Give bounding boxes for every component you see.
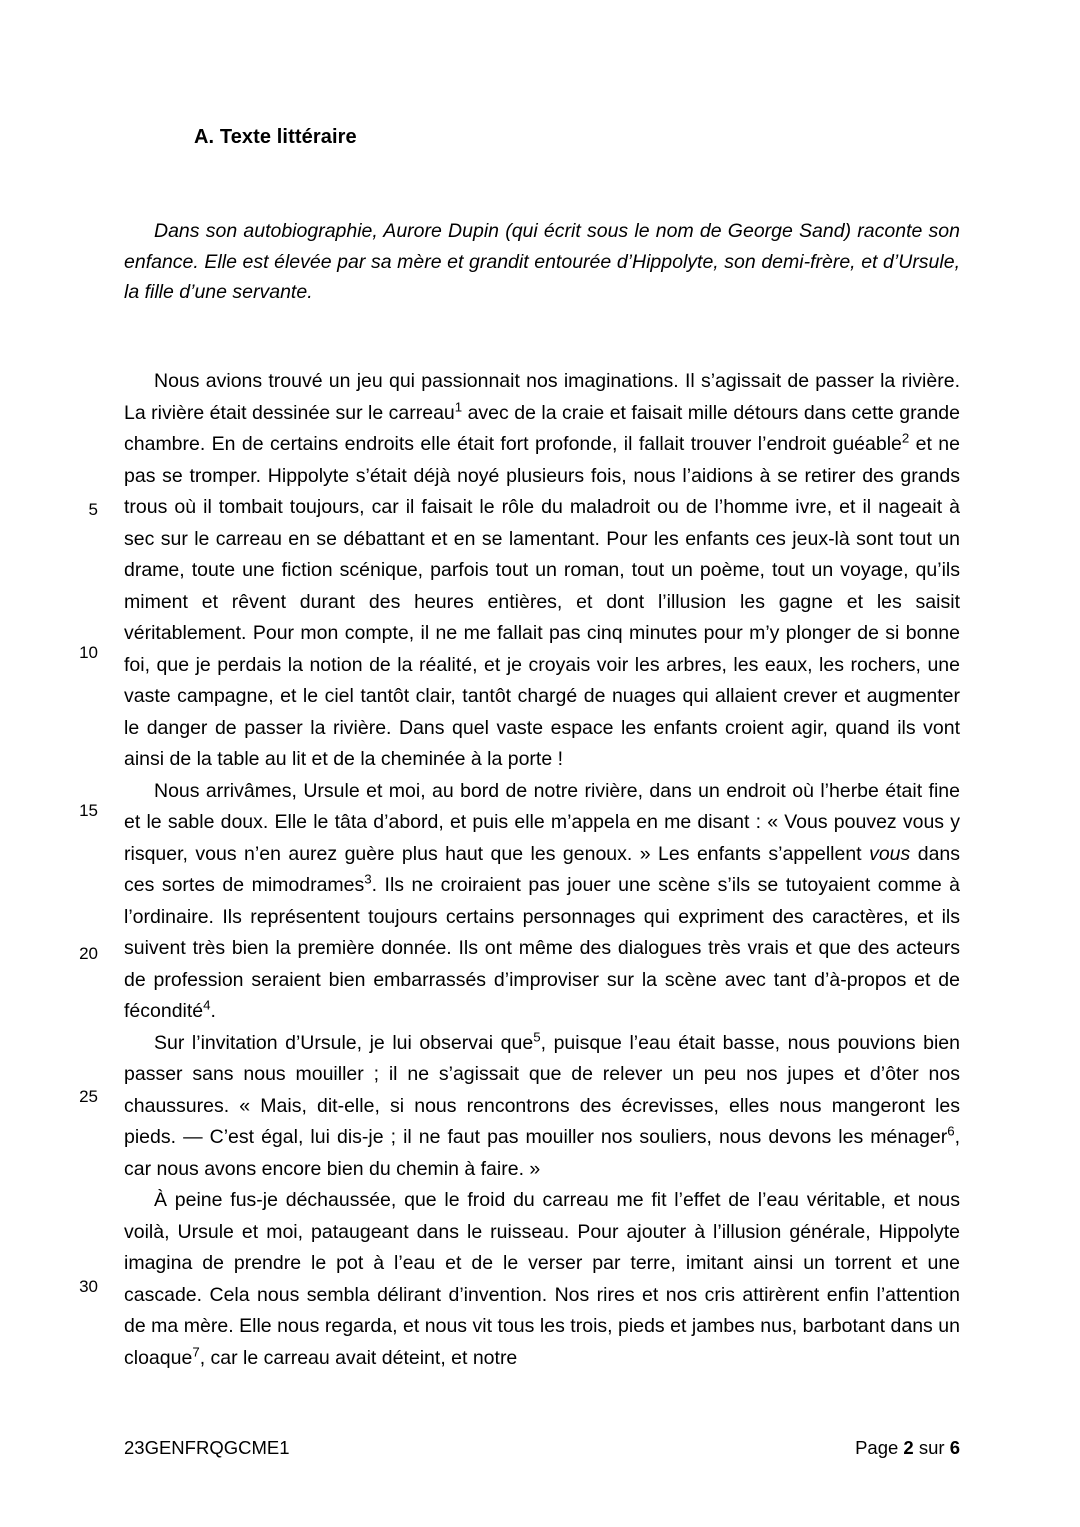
footer-page-prefix: Page: [855, 1437, 904, 1458]
footer-page-current: 2: [903, 1437, 914, 1458]
footer-page-indicator: [855, 1437, 960, 1459]
footnote-marker: 2: [901, 430, 910, 446]
line-number: 15: [79, 801, 98, 820]
footnote-marker: 4: [203, 997, 211, 1013]
footnote-marker: 5: [533, 1029, 541, 1044]
text-paragraph: Nous arrivâmes, Ursule et moi, au bord de notre rivière, dans un endroit où l’herbe était fine et le sable doux. Elle le tâta d’abord, et puis elle m’appela en me disant : « Vous pouvez vous y risquer, vous n’en aurez guère plus haut que les genoux. » Les enfants s’appellent vous dans ces sortes de mimodrames$^3$. Ils ne croiraient pas jouer une scène s’ils se tutoyaient comme à l’ordinaire. Ils représentent toujours certains personnages qui expriment des caractères, et ils suivent très bien la première donnée. Ils ont même des dialogues très vrais et que des acteurs de profession seraient bien embarrassés d’improviser sur la scène avec tant d’à-propos et de fécondité$^4$.: [124, 779, 961, 1022]
footnote-marker: 3: [364, 871, 372, 887]
text-paragraph: Nous avions trouvé un jeu qui passionnait nos imaginations. Il s’agissait de passer la rivière. La rivière était dessinée sur le carreau$^1$ avec de la craie et faisait mille détours dans cette grande chambre. En de certains endroits elle était fort profonde, il fallait trouver l’endroit guéable$^2$ et ne pas se tromper. Hippolyte s’était déjà noyé plusieurs fois, nous l’aidions à se retirer des grands trous où il tombait toujours, car il faisait le rôle du maladroit ou de l’homme ivre, et il nageait à sec sur le carreau en se débattant et en se lamentant. Pour les enfants ces jeux-là sont tout un drame, toute une fiction scénique, parfois tout un roman, tout un poème, tout un voyage, qu’ils miment et rêvent durant des heures entières, et dont l’illusion les gagne et les saisit véritablement. Pour mon compte, il ne me fallait pas cinq minutes pour m’y plonger de si bonne foi, que je perdais la notion de la réalité, et je croyais voir les arbres, les eaux, les rochers, une vaste campagne, et le ciel tantôt clair, tantôt chargé de nuages qui allaient crever et augmenter le danger de passer la rivière. Dans quel vaste espace les enfants croient agir, quand ils vont ainsi de la table au lit et de la cheminée à la porte !: [124, 370, 960, 770]
footer-page-total: 6: [949, 1437, 960, 1458]
emphasised-word: vous: [869, 842, 911, 865]
page-footer: [124, 1437, 960, 1459]
text-paragraph: À peine fus-je déchaussée, que le froid du carreau me fit l’effet de l’eau véritable, et nous voilà, Ursule et moi, pataugeant dans le ruisseau. Pour ajouter à l’illusion générale, Hippolyte imagina de prendre le pot à l’eau et de le verser par terre, imitant ainsi un torrent et une cascade. Cela nous sembla délirant d’invention. Nos rires et nos cris attirèrent enfin l’attention de ma mère. Elle nous regarda, et nous vit tous les trois, pieds et jambes nus, barbotant dans un cloaque$^7$, car le carreau avait déteint, et notre: [124, 1189, 960, 1369]
line-number: 20: [79, 944, 98, 963]
line-number: 25: [79, 1087, 98, 1106]
footer-page-middle: sur: [913, 1437, 950, 1458]
line-number: 5: [88, 500, 98, 519]
text-paragraph: Sur l’invitation d’Ursule, je lui observai que$^5$, puisque l’eau était basse, nous pouvions bien passer sans nous mouiller ; il ne s’agissait que de relever un peu nos jupes et d’ôter nos chaussures. « Mais, dit-elle, si nous rencontrons des écrevisses, elles nous mangeront les pieds. — C’est égal, lui dis-je ; il ne faut pas mouiller nos souliers, nous devons les ménager$^6$, car nous avons encore bien du chemin à faire. »: [124, 1029, 960, 1180]
footnote-marker: 7: [192, 1344, 200, 1359]
footnote-marker: 6: [947, 1123, 955, 1139]
line-number: 10: [79, 643, 98, 662]
line-number: 30: [79, 1277, 98, 1296]
page-title: A. Texte littéraire: [194, 126, 357, 148]
footnote-marker: 1: [454, 399, 463, 414]
literary-text-body: [124, 366, 960, 1374]
intro-paragraph: Dans son autobiographie, Aurore Dupin (qui écrit sous le nom de George Sand) raconte son enfance. Elle est élevée par sa mère et grandit entourée d’Hippolyte, son demi-frère, et d’Ursule, la fille d’une servante.: [124, 220, 960, 303]
footer-exam-code: 23GENFRQGCME1: [124, 1437, 290, 1458]
